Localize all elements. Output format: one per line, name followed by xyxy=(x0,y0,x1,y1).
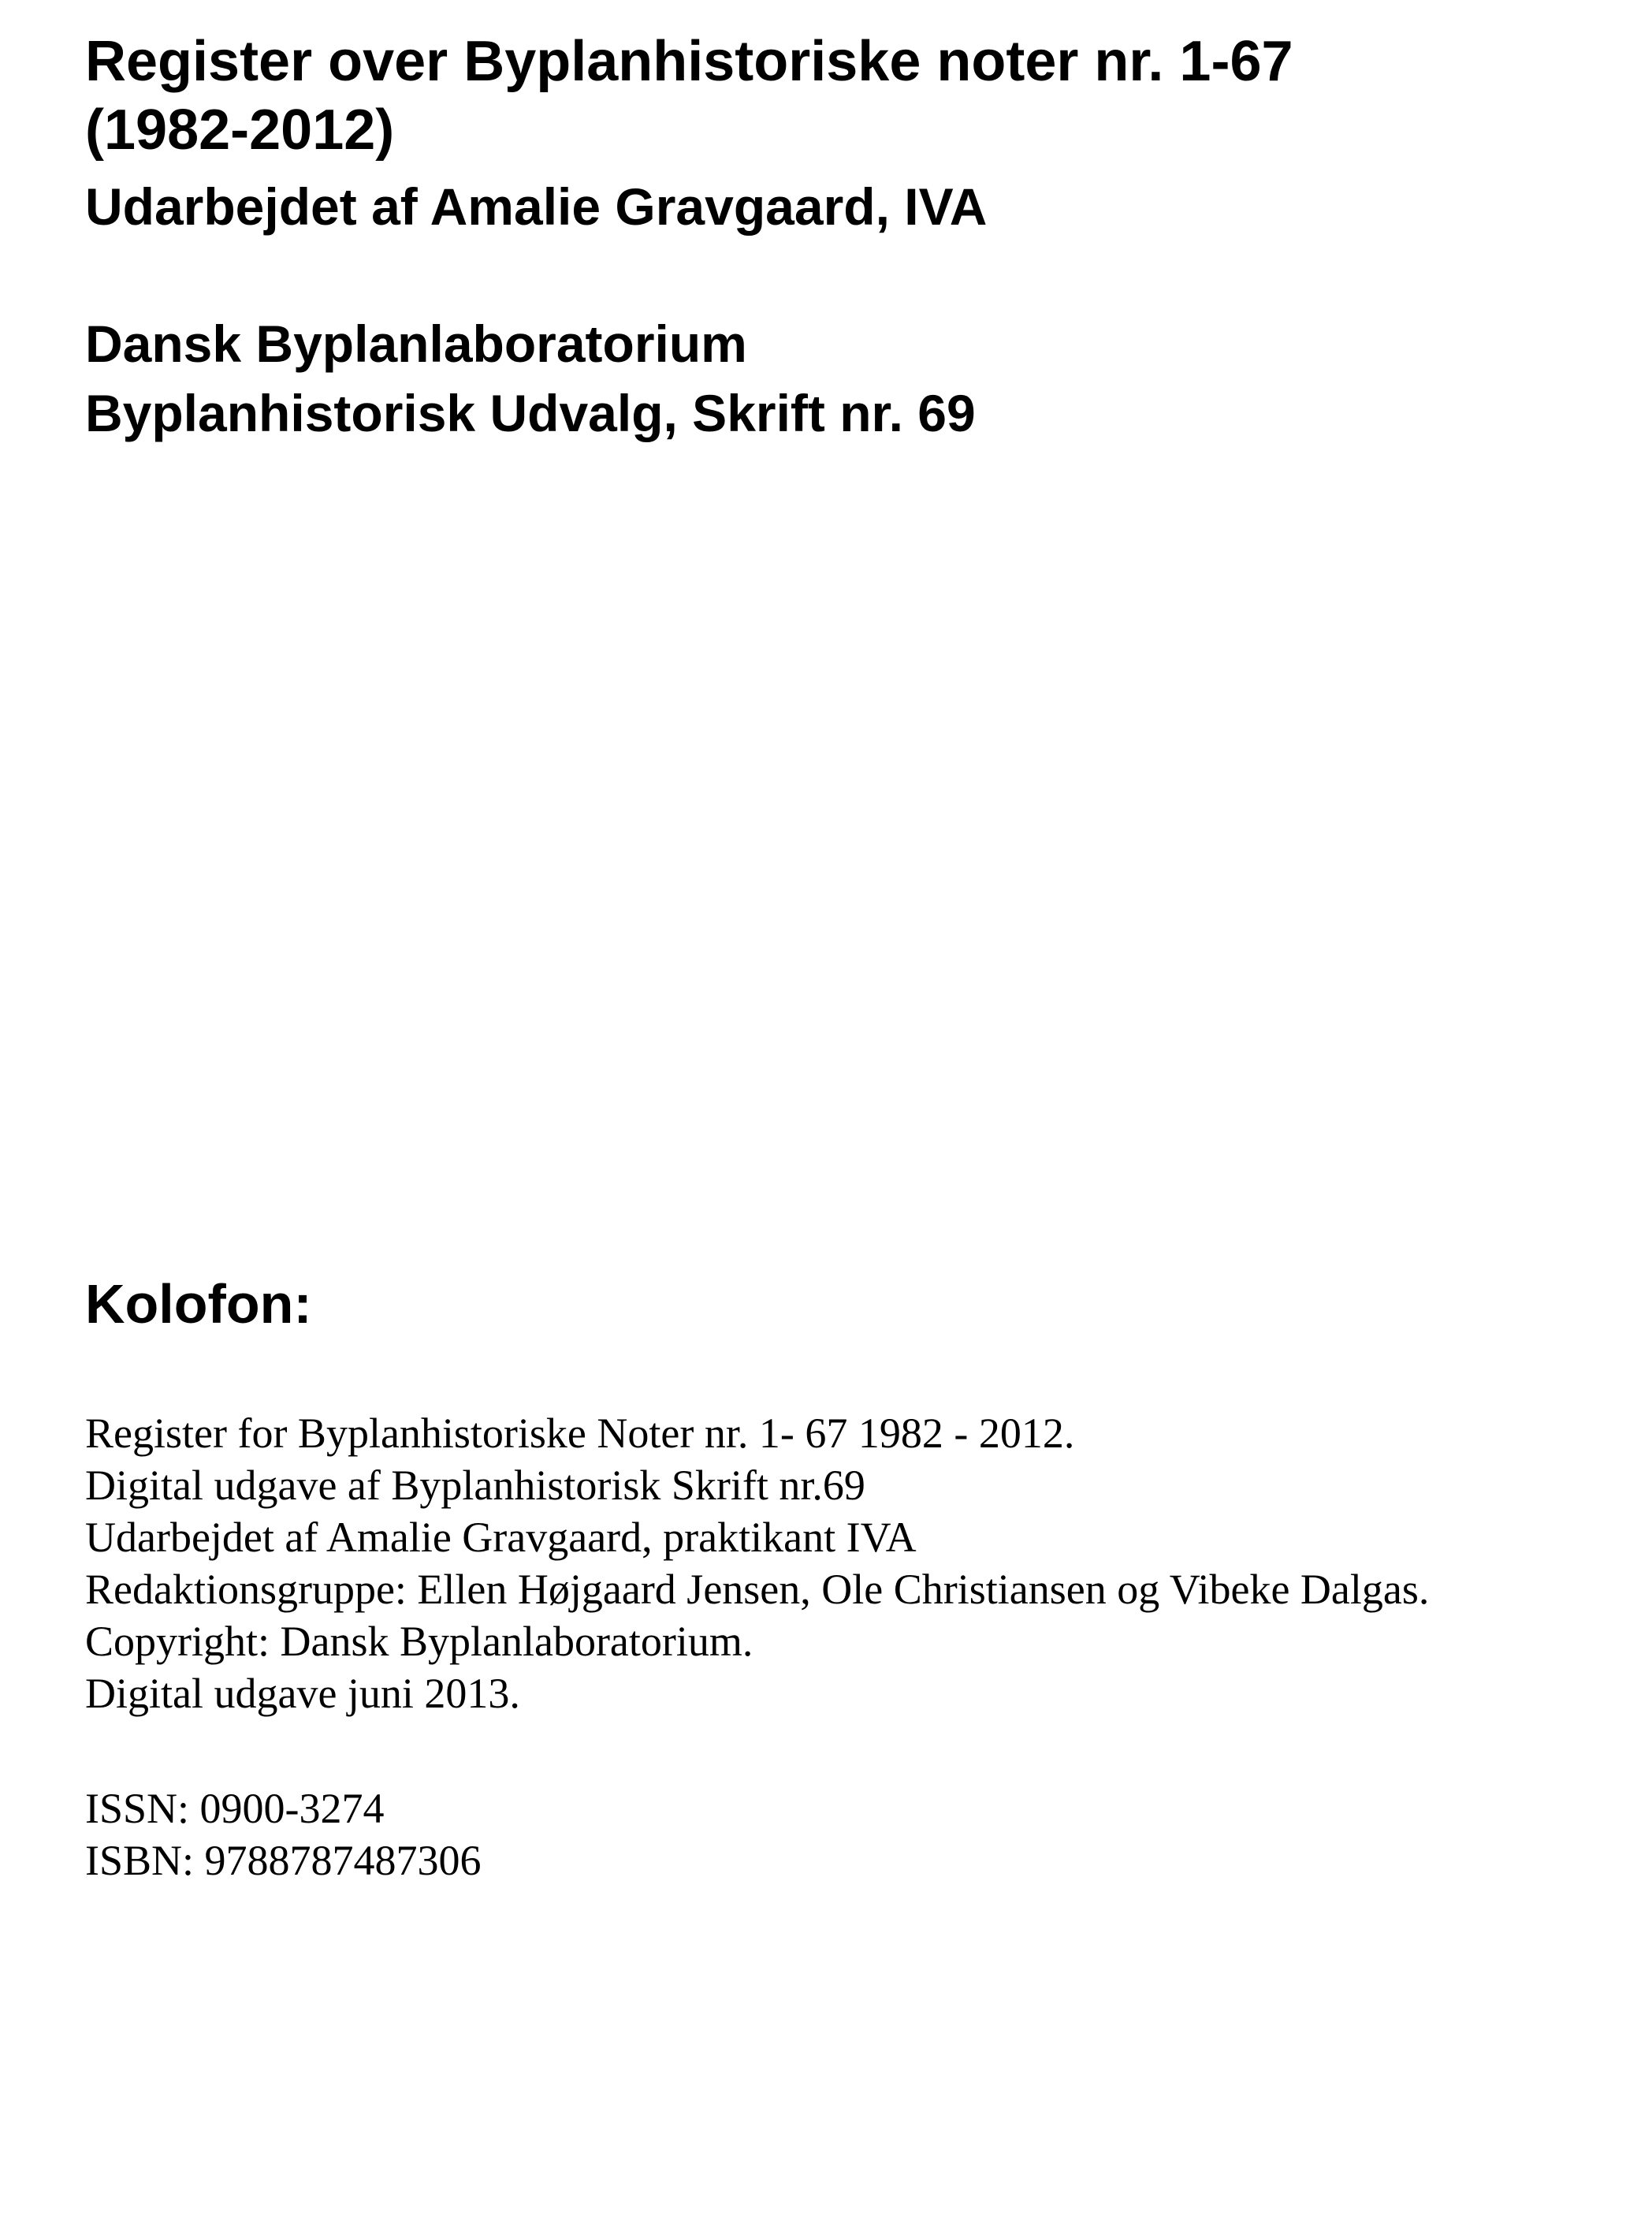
colophon-line-1: Register for Byplanhistoriske Noter nr. 1- 67 1982 - 2012. xyxy=(85,1410,1075,1457)
isbn-line: ISBN: 9788787487306 xyxy=(85,1837,482,1884)
author-line: Udarbejdet af Amalie Gravgaard, IVA xyxy=(85,177,988,236)
document-title-line-1: Register over Byplanhistoriske noter nr. 1-67 xyxy=(85,30,1293,93)
document-title-line-2: (1982-2012) xyxy=(85,99,395,162)
colophon-line-5: Copyright: Dansk Byplanlaboratorium. xyxy=(85,1618,753,1665)
colophon-line-6: Digital udgave juni 2013. xyxy=(85,1670,520,1717)
series-line: Byplanhistorisk Udvalg, Skrift nr. 69 xyxy=(85,384,976,442)
colophon-line-2: Digital udgave af Byplanhistorisk Skrift nr.69 xyxy=(85,1462,865,1509)
issn-line: ISSN: 0900-3274 xyxy=(85,1785,385,1832)
colophon-heading: Kolofon: xyxy=(85,1273,312,1335)
colophon-line-4: Redaktionsgruppe: Ellen Højgaard Jensen, Ole Christiansen og Vibeke Dalgas. xyxy=(85,1566,1430,1613)
publisher-name: Dansk Byplanlaboratorium xyxy=(85,315,747,373)
colophon-line-3: Udarbejdet af Amalie Gravgaard, praktikant IVA xyxy=(85,1514,917,1561)
